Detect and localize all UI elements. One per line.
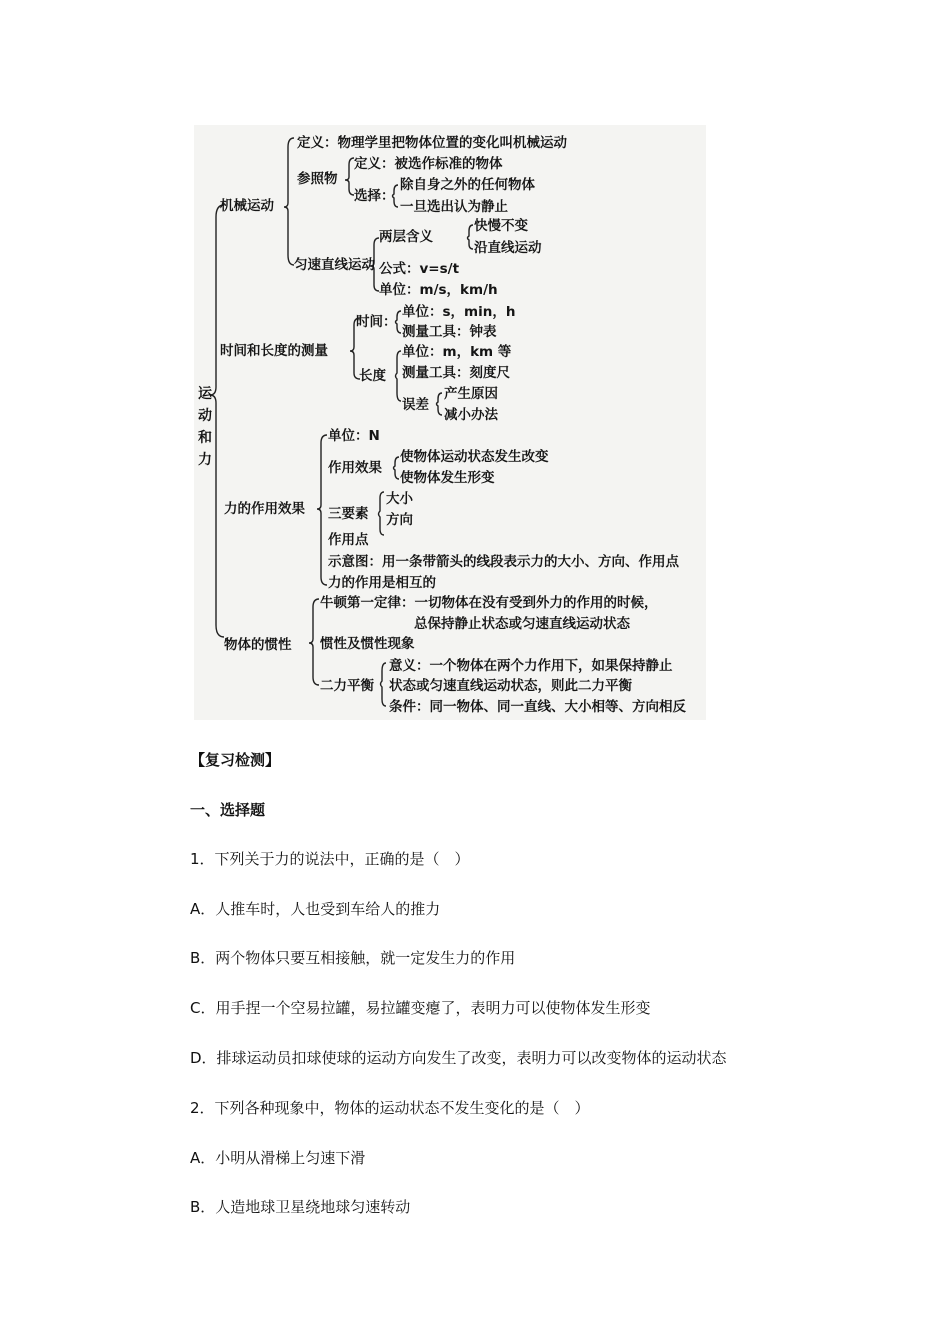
- length-tool: 测量工具：刻度尺: [402, 365, 510, 381]
- effect-2: 使物体发生形变: [400, 470, 495, 486]
- inertia-brace: [309, 599, 319, 685]
- question-1-stem: 1．下列关于力的说法中，正确的是（ ）: [190, 850, 470, 868]
- balance-condition: 条件：同一物体、同一直线、大小相等、方向相反: [389, 699, 686, 715]
- root-label: 运动和力: [198, 386, 212, 468]
- question-1-option-c: C．用手捏一个空易拉罐，易拉罐变瘪了，表明力可以使物体发生形变: [190, 999, 651, 1017]
- speed-unit: 单位：m/s，km/h: [379, 282, 498, 298]
- newton-law-1: 牛顿第一定律：一切物体在没有受到外力的作用的时候，: [320, 595, 658, 611]
- balance-meaning-2: 状态或匀速直线运动状态，则此二力平衡: [389, 678, 632, 694]
- length-label: 长度: [359, 368, 386, 384]
- force-unit: 单位：N: [328, 428, 380, 444]
- meaning-1: 快慢不变: [474, 218, 528, 234]
- concept-map: [194, 125, 706, 720]
- inertia-label: 物体的惯性: [224, 637, 292, 653]
- effect-brace: [394, 457, 400, 479]
- ref-definition: 定义：被选作标准的物体: [354, 156, 503, 172]
- question-2-option-a: A．小明从滑梯上匀速下滑: [190, 1149, 366, 1167]
- three-label: 三要素: [328, 506, 369, 522]
- balance-brace: [381, 663, 387, 706]
- section-title: 一、选择题: [190, 801, 266, 819]
- three-direction: 方向: [386, 512, 413, 528]
- question-2-option-b: B．人造地球卫星绕地球匀速转动: [190, 1198, 411, 1216]
- ref-choose-1: 除自身之外的任何物体: [400, 177, 535, 193]
- balance-meaning-1: 意义：一个物体在两个力作用下，如果保持静止: [389, 658, 673, 674]
- error-cause: 产生原因: [444, 386, 498, 402]
- time-unit: 单位：s，min，h: [402, 304, 516, 320]
- meaning-2: 沿直线运动: [474, 240, 542, 256]
- uniform-label: 匀速直线运动: [294, 257, 375, 273]
- force-mutual: 力的作用是相互的: [328, 575, 436, 591]
- ref-choose: 选择：: [354, 188, 395, 204]
- mech-brace: [284, 138, 294, 265]
- newton-law-2: 总保持静止状态或匀速直线运动状态: [414, 616, 630, 632]
- three-point: 作用点: [328, 532, 369, 548]
- three-brace: [379, 492, 385, 535]
- review-heading: 【复习检测】: [190, 751, 281, 769]
- ref-brace: [345, 158, 354, 195]
- force-diagram: 示意图：用一条带箭头的线段表示力的大小、方向、作用点: [328, 554, 679, 570]
- balance-label: 二力平衡: [320, 678, 374, 694]
- error-reduce: 减小办法: [444, 407, 498, 423]
- formula: 公式：v=s/t: [379, 261, 460, 277]
- mech-label: 机械运动: [220, 198, 274, 214]
- measure-label: 时间和长度的测量: [220, 343, 328, 359]
- question-1-option-a: A．人推车时，人也受到车给人的推力: [190, 900, 441, 918]
- question-1-option-b: B．两个物体只要互相接触，就一定发生力的作用: [190, 949, 516, 967]
- time-tool: 测量工具：钟表: [402, 324, 497, 340]
- two-meanings: 两层含义: [379, 229, 433, 245]
- time-label: 时间：: [356, 314, 397, 330]
- question-2-stem: 2．下列各种现象中，物体的运动状态不发生变化的是（ ）: [190, 1099, 590, 1117]
- force-label: 力的作用效果: [224, 501, 305, 517]
- meaning-brace: [468, 225, 474, 249]
- ref-label: 参照物: [297, 171, 338, 187]
- mech-definition: 定义：物理学里把物体位置的变化叫机械运动: [297, 135, 567, 151]
- length-brace: [396, 351, 402, 401]
- three-size: 大小: [386, 491, 413, 507]
- error-brace: [437, 393, 443, 415]
- length-unit: 单位：m，km 等: [402, 344, 512, 360]
- ref-choose-2: 一旦选出认为静止: [400, 199, 508, 215]
- inertia-phenomenon: 惯性及惯性现象: [320, 636, 415, 652]
- effect-label: 作用效果: [328, 460, 382, 476]
- effect-1: 使物体运动状态发生改变: [400, 449, 549, 465]
- question-1-option-d: D．排球运动员扣球使球的运动方向发生了改变，表明力可以改变物体的运动状态: [190, 1049, 727, 1067]
- force-brace: [317, 435, 327, 585]
- error-label: 误差: [402, 397, 429, 413]
